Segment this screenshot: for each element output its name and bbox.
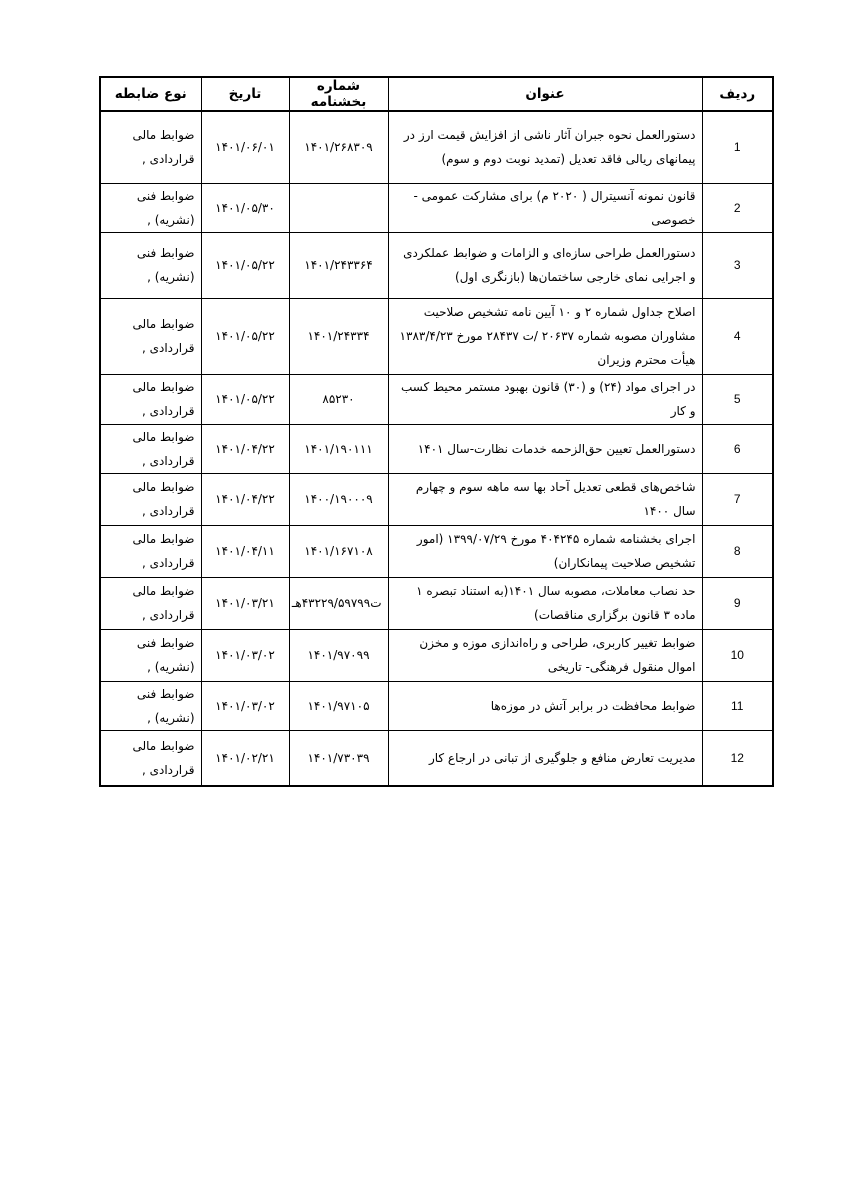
cell-row-number: 6 <box>702 424 773 473</box>
cell-row-number: 4 <box>702 298 773 374</box>
cell-date: ۱۴۰۱/۰۴/۱۱ <box>201 525 289 577</box>
cell-title: اجرای بخشنامه شماره ۴۰۴۲۴۵ مورخ ۱۳۹۹/۰۷/۲۹ (امور تشخیص صلاحیت پیمانکاران) <box>388 525 702 577</box>
table-row <box>100 374 773 424</box>
cell-date: ۱۴۰۱/۰۵/۲۲ <box>201 298 289 374</box>
cell-row-number: 8 <box>702 525 773 577</box>
cell-regulation-type: ضوابط مالی قراردادی , <box>100 298 201 374</box>
table-row <box>100 232 773 298</box>
cell-regulation-type: ضوابط فنی (نشریه) , <box>100 681 201 730</box>
cell-title: دستورالعمل نحوه جبران آثار ناشی از افزایش قیمت ارز در پیمانهای ریالی فاقد تعدیل (تمدید نوبت دوم و سوم) <box>388 111 702 183</box>
cell-title: ضوابط تغییر کاربری، طراحی و راه‌اندازی موزه و مخزن اموال منقول فرهنگی- تاریخی <box>388 629 702 681</box>
cell-row-number: 5 <box>702 374 773 424</box>
table-row <box>100 111 773 183</box>
cell-row-number: 10 <box>702 629 773 681</box>
cell-date: ۱۴۰۱/۰۵/۳۰ <box>201 183 289 232</box>
cell-row-number: 11 <box>702 681 773 730</box>
cell-title: مدیریت تعارض منافع و جلوگیری از تبانی در ارجاع کار <box>388 730 702 786</box>
cell-row-number: 12 <box>702 730 773 786</box>
table-row <box>100 681 773 730</box>
cell-regulation-type: ضوابط مالی قراردادی , <box>100 374 201 424</box>
table-row <box>100 730 773 786</box>
cell-circular-number: ۱۴۰۱/۲۴۳۳۶۴ <box>289 232 388 298</box>
table-row <box>100 473 773 525</box>
cell-date: ۱۴۰۱/۰۴/۲۲ <box>201 424 289 473</box>
cell-circular-number: ۱۴۰۰/۱۹۰۰۰۹ <box>289 473 388 525</box>
cell-circular-number: ۱۴۰۱/۹۷۱۰۵ <box>289 681 388 730</box>
cell-circular-number <box>289 183 388 232</box>
cell-circular-number: ت۴۳۲۲۹/۵۹۷۹۹هـ <box>289 577 388 629</box>
cell-row-number: 1 <box>702 111 773 183</box>
cell-regulation-type: ضوابط مالی قراردادی , <box>100 111 201 183</box>
regulations-table <box>99 76 774 787</box>
header-title: عنوان <box>388 77 702 111</box>
cell-title: دستورالعمل طراحی سازه‌ای و الزامات و ضوابط عملکردی و اجرایی نمای خارجی ساختمان‌ها (بازنگری اول) <box>388 232 702 298</box>
cell-regulation-type: ضوابط مالی قراردادی , <box>100 730 201 786</box>
cell-regulation-type: ضوابط مالی قراردادی , <box>100 525 201 577</box>
cell-regulation-type: ضوابط فنی (نشریه) , <box>100 183 201 232</box>
table-row <box>100 525 773 577</box>
table-row <box>100 298 773 374</box>
cell-date: ۱۴۰۱/۰۵/۲۲ <box>201 374 289 424</box>
header-date: تاریخ <box>201 77 289 111</box>
cell-title: قانون نمونه آنسیترال ( ۲۰۲۰ م) برای مشارکت عمومی - خصوصی <box>388 183 702 232</box>
cell-row-number: 7 <box>702 473 773 525</box>
cell-title: در اجرای مواد (۲۴) و (۳۰) قانون بهبود مستمر محیط کسب و کار <box>388 374 702 424</box>
cell-date: ۱۴۰۱/۰۲/۲۱ <box>201 730 289 786</box>
cell-circular-number: ۱۴۰۱/۷۳۰۳۹ <box>289 730 388 786</box>
cell-circular-number: ۱۴۰۱/۲۴۳۳۴ <box>289 298 388 374</box>
cell-date: ۱۴۰۱/۰۳/۲۱ <box>201 577 289 629</box>
cell-regulation-type: ضوابط فنی (نشریه) , <box>100 232 201 298</box>
cell-row-number: 2 <box>702 183 773 232</box>
cell-date: ۱۴۰۱/۰۵/۲۲ <box>201 232 289 298</box>
cell-title: حد نصاب معاملات، مصوبه سال ۱۴۰۱(به استناد تبصره ۱ ماده ۳ قانون برگزاری مناقصات) <box>388 577 702 629</box>
table-row <box>100 183 773 232</box>
header-regulation-type: نوع ضابطه <box>100 77 201 111</box>
header-circular-number: شماره بخشنامه <box>289 77 388 111</box>
table-header-row <box>100 77 773 111</box>
cell-title: دستورالعمل تعیین حق‌الزحمه خدمات نظارت-سال ۱۴۰۱ <box>388 424 702 473</box>
cell-title: ضوابط محافظت در برابر آتش در موزه‌ها <box>388 681 702 730</box>
cell-regulation-type: ضوابط مالی قراردادی , <box>100 577 201 629</box>
cell-row-number: 9 <box>702 577 773 629</box>
cell-circular-number: ۱۴۰۱/۲۶۸۳۰۹ <box>289 111 388 183</box>
cell-circular-number: ۱۴۰۱/۱۹۰۱۱۱ <box>289 424 388 473</box>
cell-regulation-type: ضوابط مالی قراردادی , <box>100 473 201 525</box>
cell-date: ۱۴۰۱/۰۳/۰۲ <box>201 629 289 681</box>
cell-date: ۱۴۰۱/۰۶/۰۱ <box>201 111 289 183</box>
cell-circular-number: ۸۵۲۳۰ <box>289 374 388 424</box>
cell-row-number: 3 <box>702 232 773 298</box>
cell-date: ۱۴۰۱/۰۳/۰۲ <box>201 681 289 730</box>
cell-title: شاخص‌های قطعی تعدیل آحاد بها سه ماهه سوم و چهارم سال ۱۴۰۰ <box>388 473 702 525</box>
table-row <box>100 577 773 629</box>
cell-circular-number: ۱۴۰۱/۱۶۷۱۰۸ <box>289 525 388 577</box>
cell-regulation-type: ضوابط فنی (نشریه) , <box>100 629 201 681</box>
cell-circular-number: ۱۴۰۱/۹۷۰۹۹ <box>289 629 388 681</box>
cell-title: اصلاح جداول شماره ۲ و ۱۰ آیین نامه تشخیص صلاحیت مشاوران مصوبه شماره ۲۰۶۳۷ /ت ۲۸۴۳۷ مورخ ۱۳۸۳/۴/۲۳ هیأت محترم وزیران <box>388 298 702 374</box>
cell-date: ۱۴۰۱/۰۴/۲۲ <box>201 473 289 525</box>
cell-regulation-type: ضوابط مالی قراردادی , <box>100 424 201 473</box>
header-row-number: ردیف <box>702 77 773 111</box>
table-row <box>100 629 773 681</box>
table-row <box>100 424 773 473</box>
